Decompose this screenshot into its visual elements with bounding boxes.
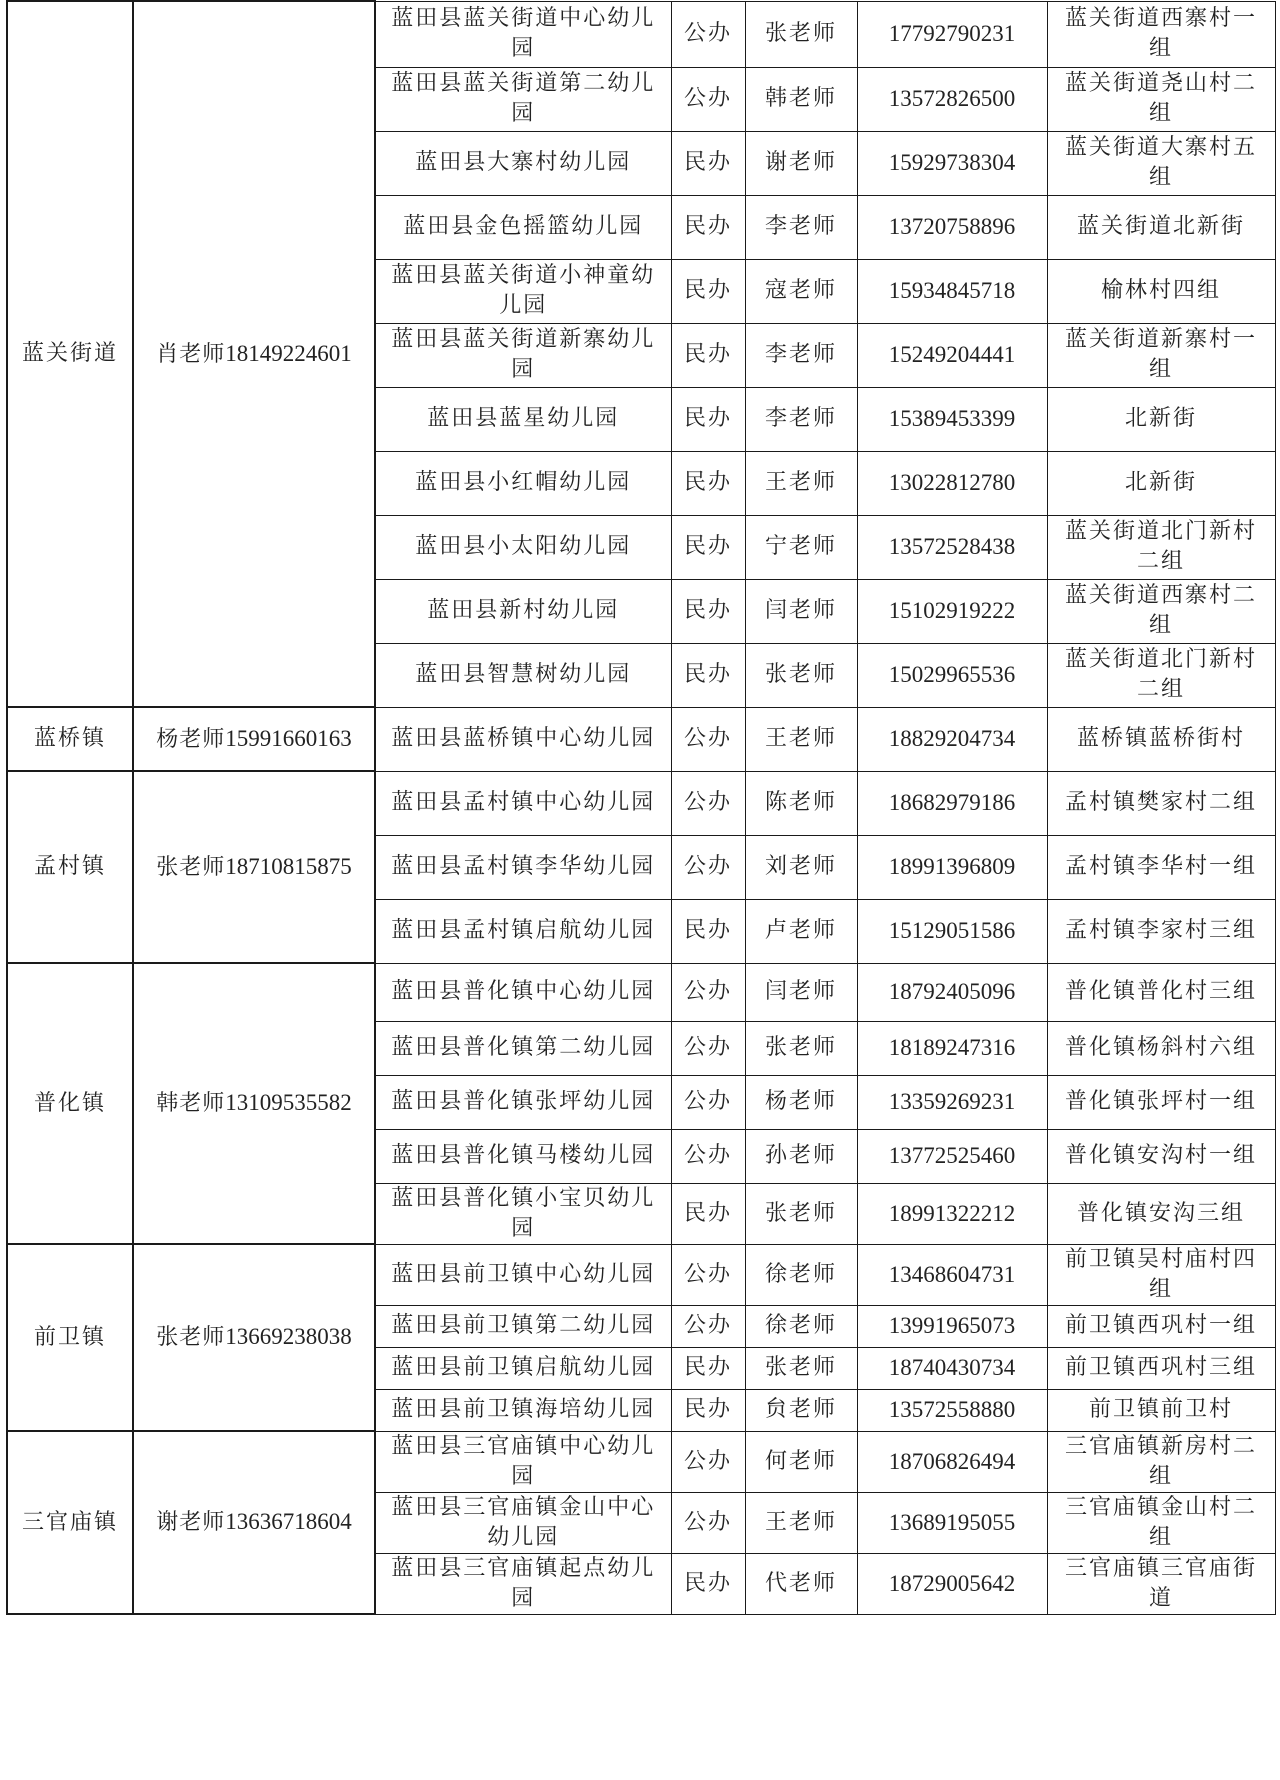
ownership-type: 公办 (671, 963, 745, 1021)
teacher-phone: 18189247316 (857, 1021, 1047, 1075)
kindergarten-name: 蓝田县大寨村幼儿园 (375, 131, 671, 195)
town-contact-cell (133, 1, 375, 707)
teacher-name: 徐老师 (745, 1305, 857, 1347)
kindergarten-name: 蓝田县三官庙镇起点幼儿园 (375, 1553, 671, 1614)
town-contact-name: 张老师 (156, 854, 226, 880)
kindergarten-address: 前卫镇西巩村三组 (1047, 1347, 1275, 1389)
kindergarten-name: 蓝田县三官庙镇中心幼儿园 (375, 1431, 671, 1492)
ownership-type: 公办 (671, 771, 745, 835)
ownership-type: 公办 (671, 1244, 745, 1305)
ownership-type: 民办 (671, 131, 745, 195)
teacher-phone: 15102919222 (857, 579, 1047, 643)
teacher-phone: 13772525460 (857, 1129, 1047, 1183)
kindergarten-name: 蓝田县智慧树幼儿园 (375, 643, 671, 707)
table-row (7, 707, 1275, 771)
ownership-type: 民办 (671, 899, 745, 963)
teacher-phone: 13468604731 (857, 1244, 1047, 1305)
teacher-name: 闫老师 (745, 579, 857, 643)
teacher-phone: 18706826494 (857, 1431, 1047, 1492)
town-contact-name: 张老师 (156, 1325, 226, 1350)
town-contact-phone: 13109535582 (225, 1090, 352, 1115)
kindergarten-address: 蓝桥镇蓝桥街村 (1047, 707, 1275, 771)
kindergarten-address: 普化镇张坪村一组 (1047, 1075, 1275, 1129)
ownership-type: 民办 (671, 579, 745, 643)
kindergarten-address: 普化镇安沟村一组 (1047, 1129, 1275, 1183)
kindergarten-name: 蓝田县新村幼儿园 (375, 579, 671, 643)
kindergarten-address: 北新街 (1047, 387, 1275, 451)
teacher-name: 李老师 (745, 387, 857, 451)
teacher-phone: 18991322212 (857, 1183, 1047, 1244)
teacher-name: 王老师 (745, 1492, 857, 1553)
teacher-phone: 13991965073 (857, 1305, 1047, 1347)
town-cell: 蓝桥镇 (7, 707, 133, 771)
ownership-type: 公办 (671, 1305, 745, 1347)
table-row (7, 963, 1275, 1021)
kindergarten-address: 蓝关街道西寨村一组 (1047, 1, 1275, 67)
kindergarten-name: 蓝田县小太阳幼儿园 (375, 515, 671, 579)
teacher-name: 韩老师 (745, 67, 857, 131)
kindergarten-address: 蓝关街道西寨村二组 (1047, 579, 1275, 643)
table-row (7, 1, 1275, 67)
teacher-name: 寇老师 (745, 259, 857, 323)
kindergarten-name: 蓝田县孟村镇李华幼儿园 (375, 835, 671, 899)
kindergarten-address: 孟村镇李华村一组 (1047, 835, 1275, 899)
ownership-type: 公办 (671, 1492, 745, 1553)
teacher-name: 宁老师 (745, 515, 857, 579)
kindergarten-name: 蓝田县三官庙镇金山中心幼儿园 (375, 1492, 671, 1553)
table-row (7, 771, 1275, 835)
table-row (7, 1431, 1275, 1492)
kindergarten-address: 蓝关街道北新街 (1047, 195, 1275, 259)
teacher-name: 刘老师 (745, 835, 857, 899)
town-contact-cell (133, 771, 375, 963)
teacher-name: 何老师 (745, 1431, 857, 1492)
town-contact-phone: 18149224601 (225, 340, 352, 366)
town-contact-phone: 13636718604 (225, 1509, 352, 1534)
kindergarten-address: 蓝关街道大寨村五组 (1047, 131, 1275, 195)
teacher-phone: 15249204441 (857, 323, 1047, 387)
kindergarten-address: 三官庙镇新房村二组 (1047, 1431, 1275, 1492)
teacher-name: 张老师 (745, 643, 857, 707)
teacher-phone: 18682979186 (857, 771, 1047, 835)
kindergarten-name: 蓝田县蓝关街道第二幼儿园 (375, 67, 671, 131)
kindergarten-address: 三官庙镇三官庙街道 (1047, 1553, 1275, 1614)
kindergarten-name: 蓝田县金色摇篮幼儿园 (375, 195, 671, 259)
town-contact-phone: 13669238038 (225, 1324, 352, 1349)
kindergarten-name: 蓝田县蓝关街道新寨幼儿园 (375, 323, 671, 387)
teacher-name: 陈老师 (745, 771, 857, 835)
kindergarten-address: 蓝关街道北门新村二组 (1047, 515, 1275, 579)
teacher-phone: 13572826500 (857, 67, 1047, 131)
teacher-name: 贠老师 (745, 1389, 857, 1431)
kindergarten-name: 蓝田县前卫镇第二幼儿园 (375, 1305, 671, 1347)
ownership-type: 民办 (671, 259, 745, 323)
teacher-name: 卢老师 (745, 899, 857, 963)
teacher-name: 李老师 (745, 195, 857, 259)
kindergarten-name: 蓝田县普化镇张坪幼儿园 (375, 1075, 671, 1129)
teacher-name: 徐老师 (745, 1244, 857, 1305)
ownership-type: 民办 (671, 515, 745, 579)
town-contact-phone: 15991660163 (225, 725, 352, 751)
kindergarten-name: 蓝田县普化镇马楼幼儿园 (375, 1129, 671, 1183)
teacher-phone: 15934845718 (857, 259, 1047, 323)
teacher-phone: 18829204734 (857, 707, 1047, 771)
kindergarten-name: 蓝田县小红帽幼儿园 (375, 451, 671, 515)
town-cell: 普化镇 (7, 963, 133, 1244)
kindergarten-address: 孟村镇樊家村二组 (1047, 771, 1275, 835)
kindergarten-contact-table (6, 0, 1274, 1778)
ownership-type: 民办 (671, 1183, 745, 1244)
ownership-type: 民办 (671, 387, 745, 451)
teacher-phone: 13022812780 (857, 451, 1047, 515)
teacher-name: 张老师 (745, 1021, 857, 1075)
teacher-name: 张老师 (745, 1, 857, 67)
teacher-name: 李老师 (745, 323, 857, 387)
ownership-type: 公办 (671, 1431, 745, 1492)
town-cell: 三官庙镇 (7, 1431, 133, 1614)
kindergarten-address: 蓝关街道新寨村一组 (1047, 323, 1275, 387)
kindergarten-name: 蓝田县蓝关街道小神童幼儿园 (375, 259, 671, 323)
kindergarten-name: 蓝田县孟村镇启航幼儿园 (375, 899, 671, 963)
ownership-type: 公办 (671, 1129, 745, 1183)
kindergarten-address: 三官庙镇金山村二组 (1047, 1492, 1275, 1553)
town-contact-cell (133, 963, 375, 1244)
kindergarten-address: 北新街 (1047, 451, 1275, 515)
ownership-type: 民办 (671, 1347, 745, 1389)
kindergarten-address: 前卫镇前卫村 (1047, 1389, 1275, 1431)
town-cell: 孟村镇 (7, 771, 133, 963)
kindergarten-name: 蓝田县蓝星幼儿园 (375, 387, 671, 451)
kindergarten-name: 蓝田县孟村镇中心幼儿园 (375, 771, 671, 835)
kindergarten-address: 前卫镇西巩村一组 (1047, 1305, 1275, 1347)
ownership-type: 公办 (671, 835, 745, 899)
teacher-phone: 18740430734 (857, 1347, 1047, 1389)
teacher-phone: 15389453399 (857, 387, 1047, 451)
town-contact-cell (133, 1431, 375, 1614)
town-contact-name: 肖老师 (156, 341, 226, 367)
kindergarten-address: 普化镇安沟三组 (1047, 1183, 1275, 1244)
kindergarten-name: 蓝田县蓝关街道中心幼儿园 (375, 1, 671, 67)
ownership-type: 公办 (671, 1075, 745, 1129)
town-contact-name: 韩老师 (156, 1091, 226, 1116)
ownership-type: 公办 (671, 1021, 745, 1075)
teacher-name: 闫老师 (745, 963, 857, 1021)
ownership-type: 公办 (671, 1, 745, 67)
town-contact-phone: 18710815875 (225, 853, 352, 879)
teacher-phone: 13572558880 (857, 1389, 1047, 1431)
teacher-phone: 13720758896 (857, 195, 1047, 259)
kindergarten-name: 蓝田县普化镇中心幼儿园 (375, 963, 671, 1021)
kindergarten-address: 蓝关街道北门新村二组 (1047, 643, 1275, 707)
kindergarten-name: 蓝田县前卫镇启航幼儿园 (375, 1347, 671, 1389)
town-cell: 前卫镇 (7, 1244, 133, 1431)
kindergarten-address: 榆林村四组 (1047, 259, 1275, 323)
teacher-name: 王老师 (745, 707, 857, 771)
teacher-phone: 13689195055 (857, 1492, 1047, 1553)
teacher-phone: 18729005642 (857, 1553, 1047, 1614)
ownership-type: 民办 (671, 451, 745, 515)
teacher-name: 杨老师 (745, 1075, 857, 1129)
teacher-name: 张老师 (745, 1183, 857, 1244)
roster-body (7, 1, 1275, 1614)
teacher-phone: 18991396809 (857, 835, 1047, 899)
kindergarten-address: 前卫镇吴村庙村四组 (1047, 1244, 1275, 1305)
teacher-phone: 15029965536 (857, 643, 1047, 707)
town-cell: 蓝关街道 (7, 1, 133, 707)
teacher-phone: 13572528438 (857, 515, 1047, 579)
teacher-phone: 13359269231 (857, 1075, 1047, 1129)
kindergarten-name: 蓝田县普化镇第二幼儿园 (375, 1021, 671, 1075)
ownership-type: 民办 (671, 1553, 745, 1614)
ownership-type: 民办 (671, 195, 745, 259)
kindergarten-address: 普化镇杨斜村六组 (1047, 1021, 1275, 1075)
kindergarten-name: 蓝田县普化镇小宝贝幼儿园 (375, 1183, 671, 1244)
teacher-name: 孙老师 (745, 1129, 857, 1183)
teacher-phone: 17792790231 (857, 1, 1047, 67)
teacher-phone: 15129051586 (857, 899, 1047, 963)
kindergarten-address: 普化镇普化村三组 (1047, 963, 1275, 1021)
kindergarten-address: 孟村镇李家村三组 (1047, 899, 1275, 963)
ownership-type: 民办 (671, 323, 745, 387)
teacher-name: 谢老师 (745, 131, 857, 195)
teacher-name: 王老师 (745, 451, 857, 515)
kindergarten-name: 蓝田县蓝桥镇中心幼儿园 (375, 707, 671, 771)
teacher-phone: 18792405096 (857, 963, 1047, 1021)
town-contact-name: 谢老师 (156, 1510, 226, 1535)
kindergarten-name: 蓝田县前卫镇中心幼儿园 (375, 1244, 671, 1305)
teacher-name: 张老师 (745, 1347, 857, 1389)
town-contact-cell (133, 707, 375, 771)
kindergarten-address: 蓝关街道尧山村二组 (1047, 67, 1275, 131)
ownership-type: 公办 (671, 707, 745, 771)
teacher-phone: 15929738304 (857, 131, 1047, 195)
ownership-type: 公办 (671, 67, 745, 131)
ownership-type: 民办 (671, 1389, 745, 1431)
teacher-name: 代老师 (745, 1553, 857, 1614)
kindergarten-name: 蓝田县前卫镇海培幼儿园 (375, 1389, 671, 1431)
ownership-type: 民办 (671, 643, 745, 707)
table-row (7, 1244, 1275, 1305)
town-contact-cell (133, 1244, 375, 1431)
town-contact-name: 杨老师 (156, 726, 226, 752)
roster-table (6, 0, 1276, 1615)
